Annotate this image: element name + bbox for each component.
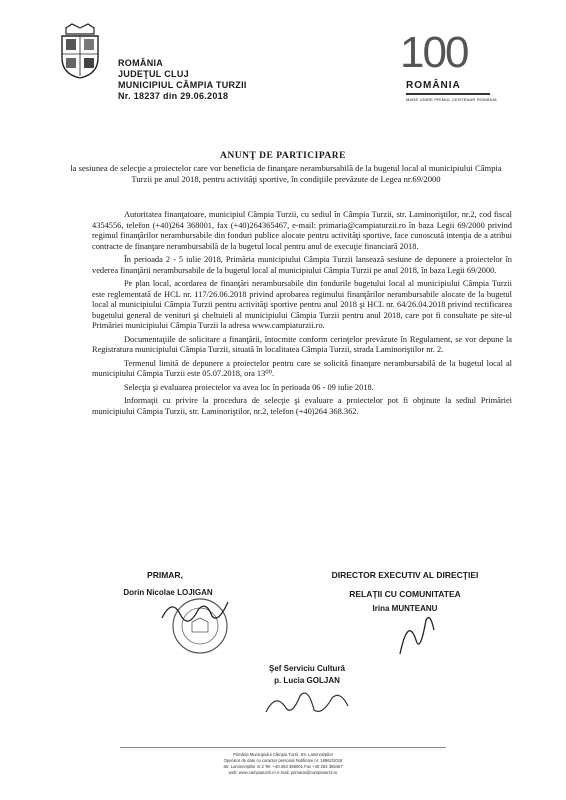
footer-line: Str. Laminoriştilor nr.2 Tel. +40 264 368001 Fax +40 264 365467: [223, 764, 343, 769]
paragraph: Pe plan local, acordarea de finanţări nerambursabile din fondurile bugetului local al municipiului Câmpia Turzii este reglementată de HCL nr. 117/26.06.2018 privind aprobarea regimului finanţărilor nerambursabile alocate de la bugetul local al municipiului Câmpia Turzii pentru activităţi sportive pentru anul 2018 şi HCL nr. 64/26.04.2018 privind rectificarea bugetului general de venituri şi cheltuieli al municipiului Câmpia Turzii pentru anul 2018, care pot fi consultate pe site-ul Primăriei municipiului Câmpia Turzii la adresa www.campiaturzii.ro.: [92, 279, 512, 330]
paragraph: Autoritatea finanţatoare, municipiul Câmpia Turzii, cu sediul în Câmpia Turzii, str. Laminoriştilor, nr.2, cod fiscal 4354556, telefon (+40)264 368001, fax (+40)264365467, e-mail: primaria@campiaturzii.ro în baza Legii 69/2000 privind regimul finanţărilor nerambursabile din fonduri publice alocate pentru activităţi sportive, face cunoscută intenţia de a atribui contracte de finanţare nerambursabilă de la bugetul local pentru anul de execuţie financiară 2018.: [92, 210, 512, 251]
director-title-2: RELAŢII CU COMUNITATEA: [349, 589, 461, 599]
document-body: [92, 210, 512, 420]
header-line-county: JUDEŢUL CLUJ: [118, 69, 189, 79]
culture-head-name: p. Lucia GOLJAN: [274, 676, 340, 685]
footer-line: Primăria Municipiului Câmpia Turzii, Str. Laminoriştilor: [232, 752, 334, 757]
mayor-name: Dorin Nicolae LOJIGAN: [123, 588, 213, 597]
paragraph: Selecţia şi evaluarea proiectelor va avea loc în perioada 06 - 09 iulie 2018.: [124, 382, 374, 392]
centenary-tagline: MARE UNIRE PRIMUL CENTENAR ROMÂNIA: [406, 97, 497, 102]
centenary-logo: [400, 28, 500, 108]
paragraph: Termenul limită de depunere a proiectelor pentru care se solicită finanţare nerambursabilă de la bugetul local al municipiului Câmpia Turzii este 05.07.2018, ora 13⁰⁰.: [92, 358, 512, 378]
director-signature-icon: [390, 610, 440, 660]
paragraph: Informaţii cu privire la procedura de selecţie şi evaluare a proiectelor pot fi obţinute la sediul Primăriei municipiului Câmpia Turzii, str. Laminoriştilor, nr.2, telefon (+40)264 368.362.: [92, 396, 512, 416]
header-line-country: ROMÂNIA: [118, 58, 164, 68]
culture-head-signature-icon: [262, 688, 352, 718]
director-title-1: DIRECTOR EXECUTIV AL DIRECŢIEI: [331, 570, 479, 580]
coat-of-arms-icon: [58, 22, 102, 80]
document-title: ANUNŢ DE PARTICIPARE: [220, 151, 346, 161]
footer-line: web: www.campiaturzii.ro e-mail: primaria@campiaturzii.ro: [228, 770, 338, 775]
document-subtitle: la sesiunea de selecţie a proiectelor care vor beneficia de finanţare nerambursabilă de la bugetul local al municipiului Câmpia Turzii pe anul 2018, pentru activităţi sportive, în condiţiile prevăzute de Legea nr.69/2000: [70, 163, 502, 184]
paragraph: Documentaţiile de solicitare a finanţării, întocmite conform cerinţelor prevăzute în Regulament, se vor depune la Registratura municipiului Câmpia Turzii, situată în localitatea Câmpia Turzii, strada Laminoriştilor nr. 2.: [92, 334, 512, 354]
header-line-number: Nr. 18237 din 29.06.2018: [118, 91, 229, 101]
footer-divider: [120, 747, 446, 748]
footer-line: Operator de date cu caracter personal Notificare nr. 18962/2018: [223, 758, 343, 763]
mayor-signature-icon: [160, 596, 230, 626]
paragraph: În perioada 2 - 5 iulie 2018, Primăria municipiului Câmpia Turzii lansează sesiune de depunere a proiectelor în vederea finanţării nerambursabile de la bugetul local al municipiului Câmpia Turzii pe anul 2018, în baza Legii 69/2000.: [92, 255, 512, 275]
header-line-municipality: MUNICIPIUL CÂMPIA TURZII: [118, 80, 247, 90]
document-footer: [100, 752, 466, 776]
centenary-number: 100: [400, 28, 468, 77]
centenary-bar: [406, 93, 490, 95]
director-name: Irina MUNTEANU: [372, 604, 438, 613]
mayor-title: PRIMAR,: [147, 570, 183, 580]
culture-head-title: Şef Serviciu Cultură: [268, 664, 346, 673]
centenary-country: ROMÂNIA: [406, 80, 461, 91]
institution-header: [118, 58, 247, 102]
